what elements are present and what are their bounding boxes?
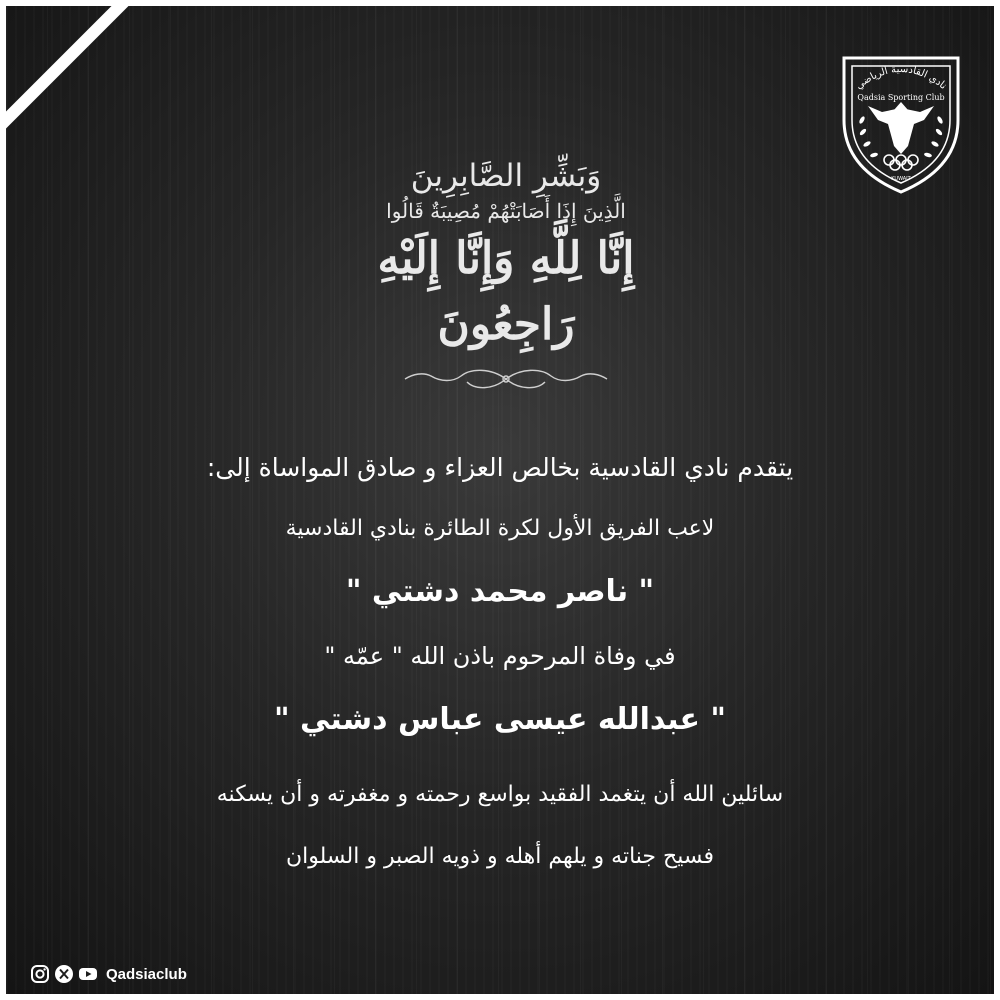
svg-text:نادي القادسية الرياضي — [854, 64, 949, 92]
youtube-icon[interactable] — [78, 964, 98, 984]
verse-line-1: وَبَشِّرِ الصَّابِرِينَ — [410, 158, 602, 194]
deceased-name-text: " عبدالله عيسى عباس دشتي " — [273, 702, 727, 737]
quran-verse — [306, 156, 706, 358]
occasion-text: في وفاة المرحوم باذن الله " عمّه " — [324, 642, 676, 670]
x-icon[interactable] — [54, 964, 74, 984]
logo-english-text: Qadsia Sporting Club — [857, 93, 945, 102]
logo-country-text: KUWAIT — [891, 176, 911, 182]
prayer-line-2: فسيح جناته و يلهم أهله و ذويه الصبر و السلوان — [285, 844, 714, 869]
prayer-line-1: سائلين الله أن يتغمد الفقيد بواسع رحمته و مغفرته و أن يسكنه — [216, 782, 784, 807]
mourning-ribbon — [6, 6, 162, 156]
verse-line-2: الَّذِينَ إِذَا أَصَابَتْهُمْ مُصِيبَةٌ قَالُوا — [386, 199, 626, 223]
social-footer — [30, 962, 187, 986]
player-role-text: لاعب الفريق الأول لكرة الطائرة بنادي القادسية — [285, 516, 715, 541]
logo-arabic-text: نادي القادسية الرياضي — [853, 63, 949, 92]
player-name-text: " ناصر محمد دشتي " — [345, 574, 655, 609]
verse-line-3: إِنَّا لِلَّهِ وَإِنَّا إِلَيْهِ رَاجِعُونَ — [377, 233, 635, 350]
instagram-icon[interactable] — [30, 964, 50, 984]
social-handle[interactable]: Qadsiaclub — [106, 965, 187, 983]
condolence-card — [6, 6, 994, 994]
club-logo — [838, 50, 964, 196]
intro-text: يتقدم نادي القادسية بخالص العزاء و صادق المواساة إلى: — [206, 453, 794, 482]
ornament-divider — [401, 366, 611, 392]
